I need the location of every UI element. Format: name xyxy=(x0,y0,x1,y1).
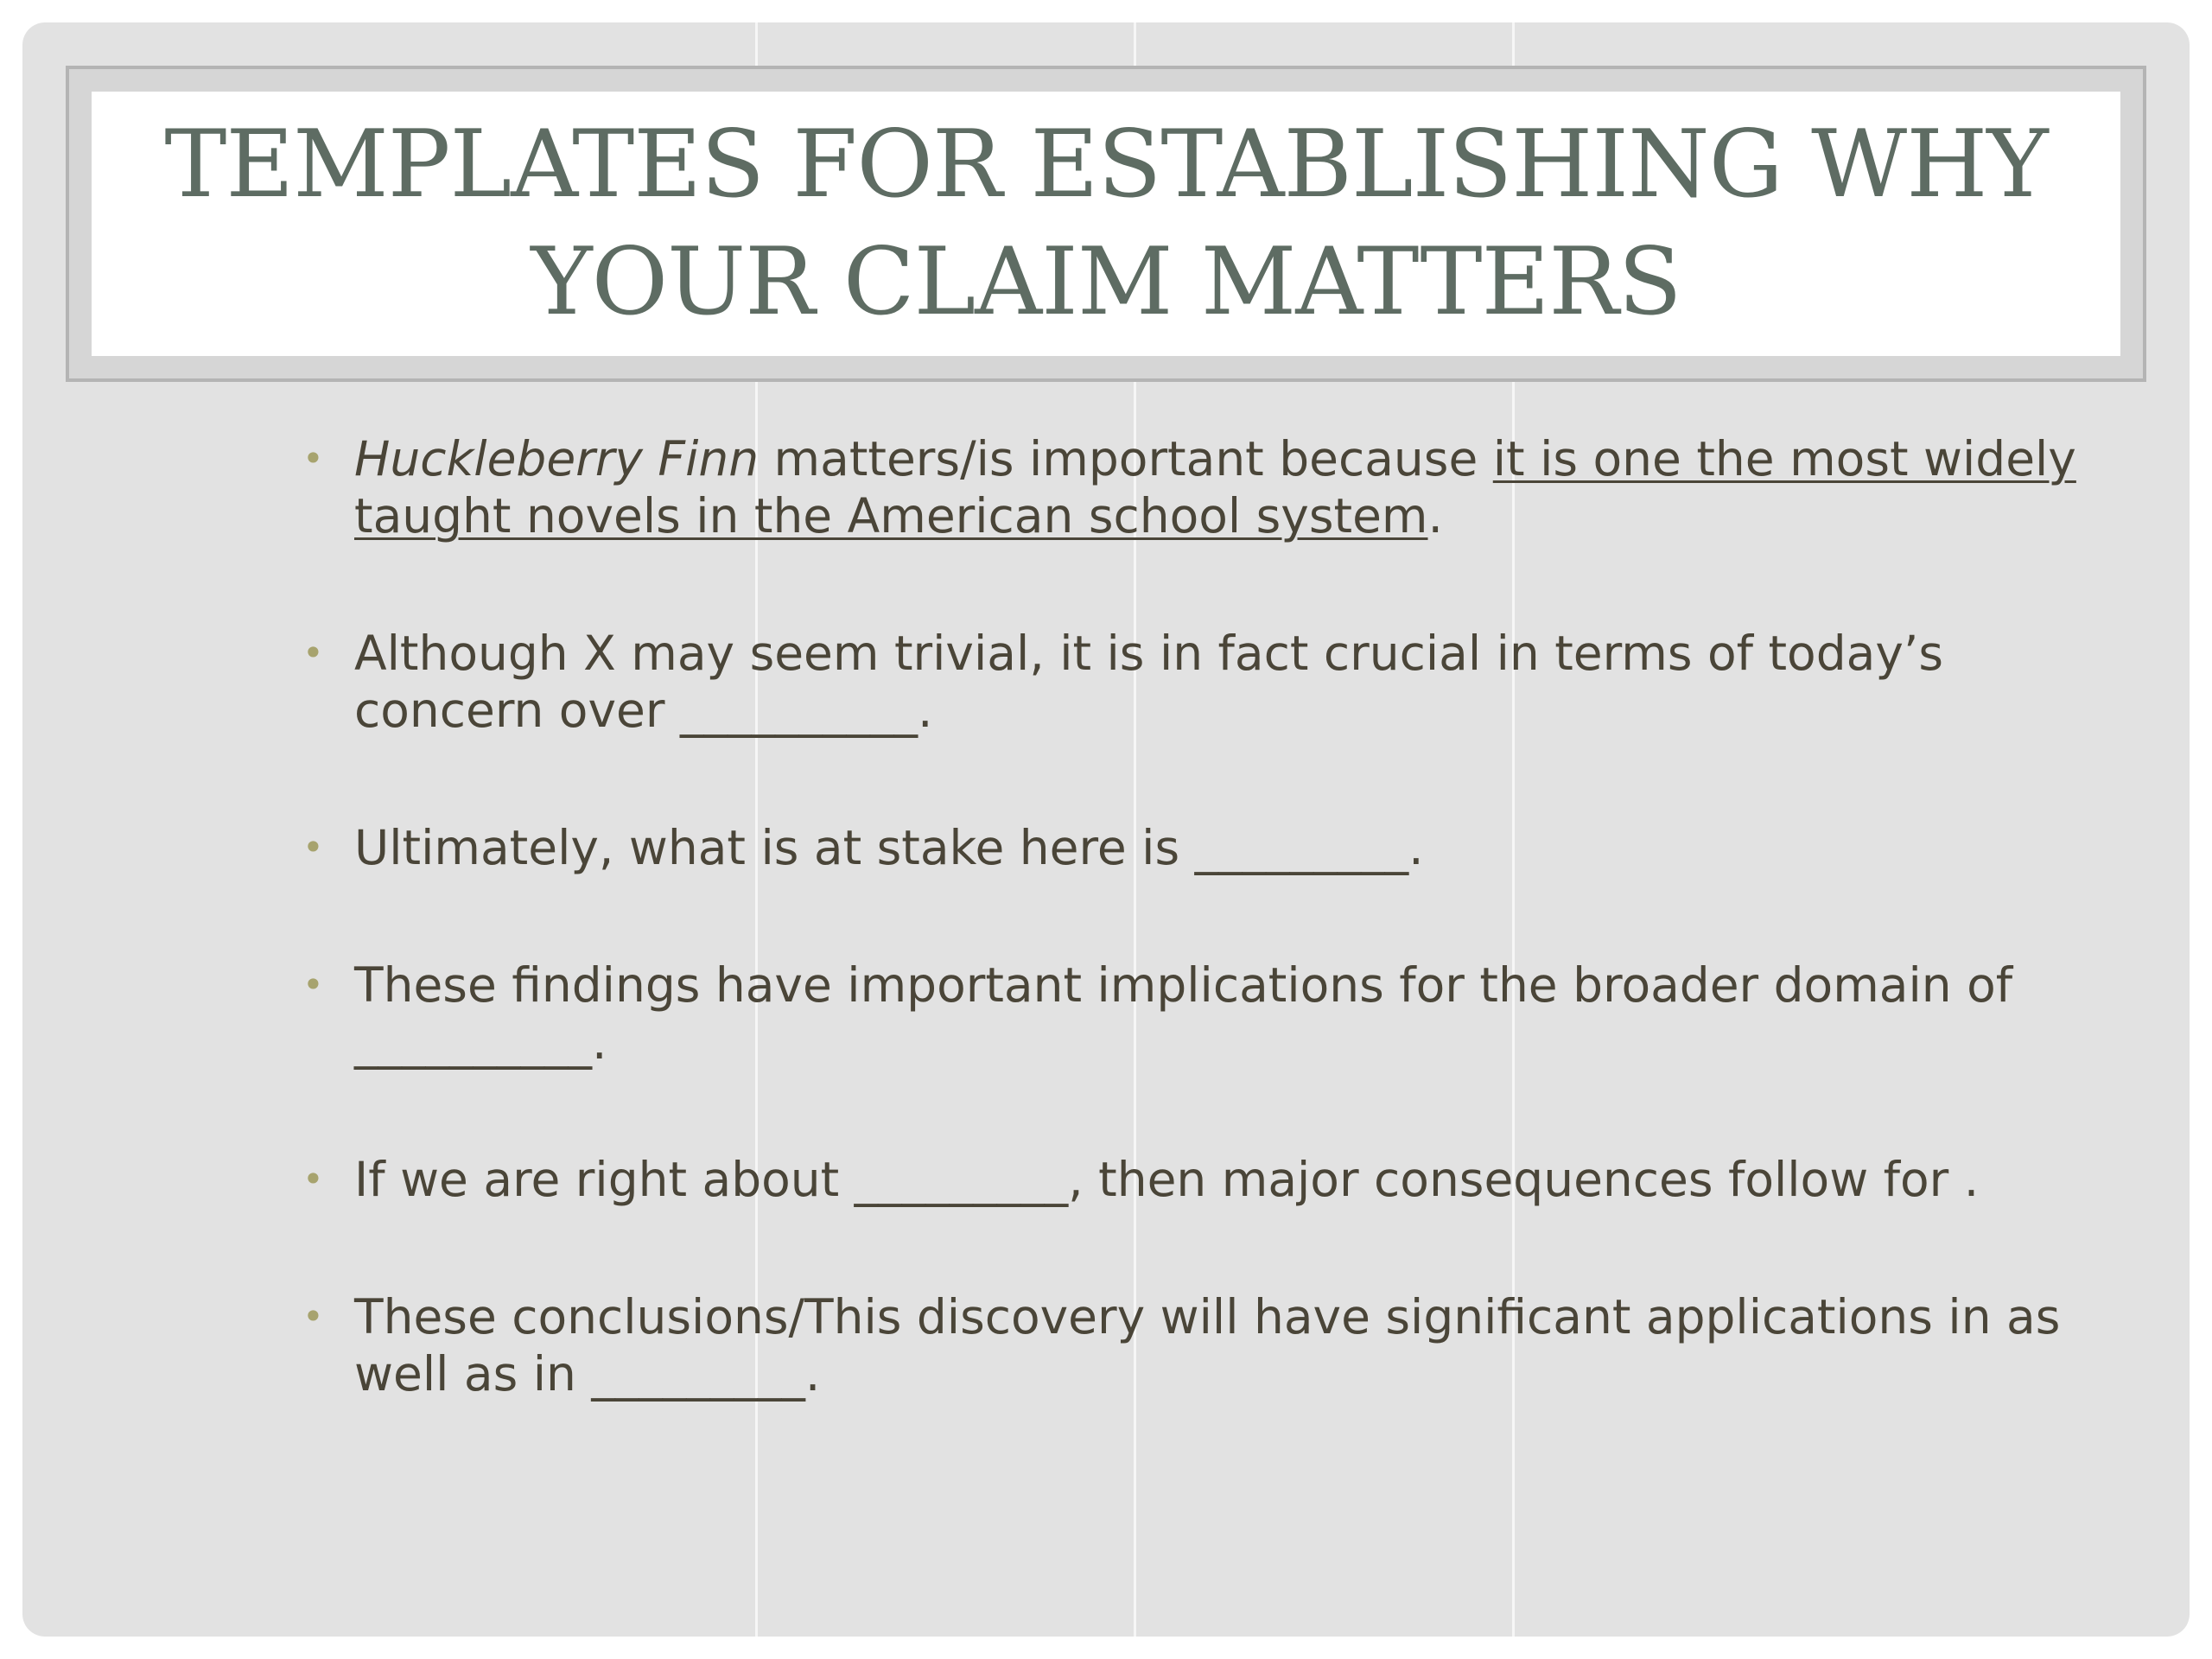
bullet-item xyxy=(302,819,2117,876)
bullet-icon: • xyxy=(302,1295,324,1338)
bullet-item xyxy=(302,430,2117,544)
slide-title xyxy=(164,106,2047,341)
book-title: Huckleberry Finn xyxy=(354,431,760,486)
title-box xyxy=(92,92,2120,356)
bullet-item xyxy=(302,957,2117,1071)
bullet-icon: • xyxy=(302,1158,324,1200)
bullet-icon: • xyxy=(302,632,324,674)
slide xyxy=(22,22,2190,1637)
bullet-text: If we are right about _________, then major consequences follow for . xyxy=(354,1152,1980,1207)
bullet-text: These conclusions/This discovery will have significant applications in as well as in _________. xyxy=(354,1289,2061,1402)
slide-title-line-1: TEMPLATES FOR ESTABLISHING WHY xyxy=(164,111,2048,219)
bullet-text: Ultimately, what is at stake here is _________. xyxy=(354,820,1424,875)
bullet-item xyxy=(302,1151,2117,1208)
bullet-list xyxy=(302,430,2117,1483)
title-frame xyxy=(66,66,2146,382)
bullet-icon: • xyxy=(302,963,324,1006)
bullet-text: Although X may seem trivial, it is in fact crucial in terms of today’s concern over __________. xyxy=(354,626,1944,738)
bullet-icon: • xyxy=(302,437,324,480)
bullet-icon: • xyxy=(302,826,324,868)
slide-title-line-2: YOUR CLAIM MATTERS xyxy=(531,228,1681,336)
bullet-tail: . xyxy=(1427,488,1443,543)
bullet-item xyxy=(302,625,2117,739)
bullet-item xyxy=(302,1288,2117,1402)
bullet-text: These findings have important implications for the broader domain of __________. xyxy=(354,957,2013,1070)
bullet-text: matters/is important because xyxy=(759,431,1493,486)
underlined-example: it is one the most widely taught novels in the American school system xyxy=(354,431,2076,543)
